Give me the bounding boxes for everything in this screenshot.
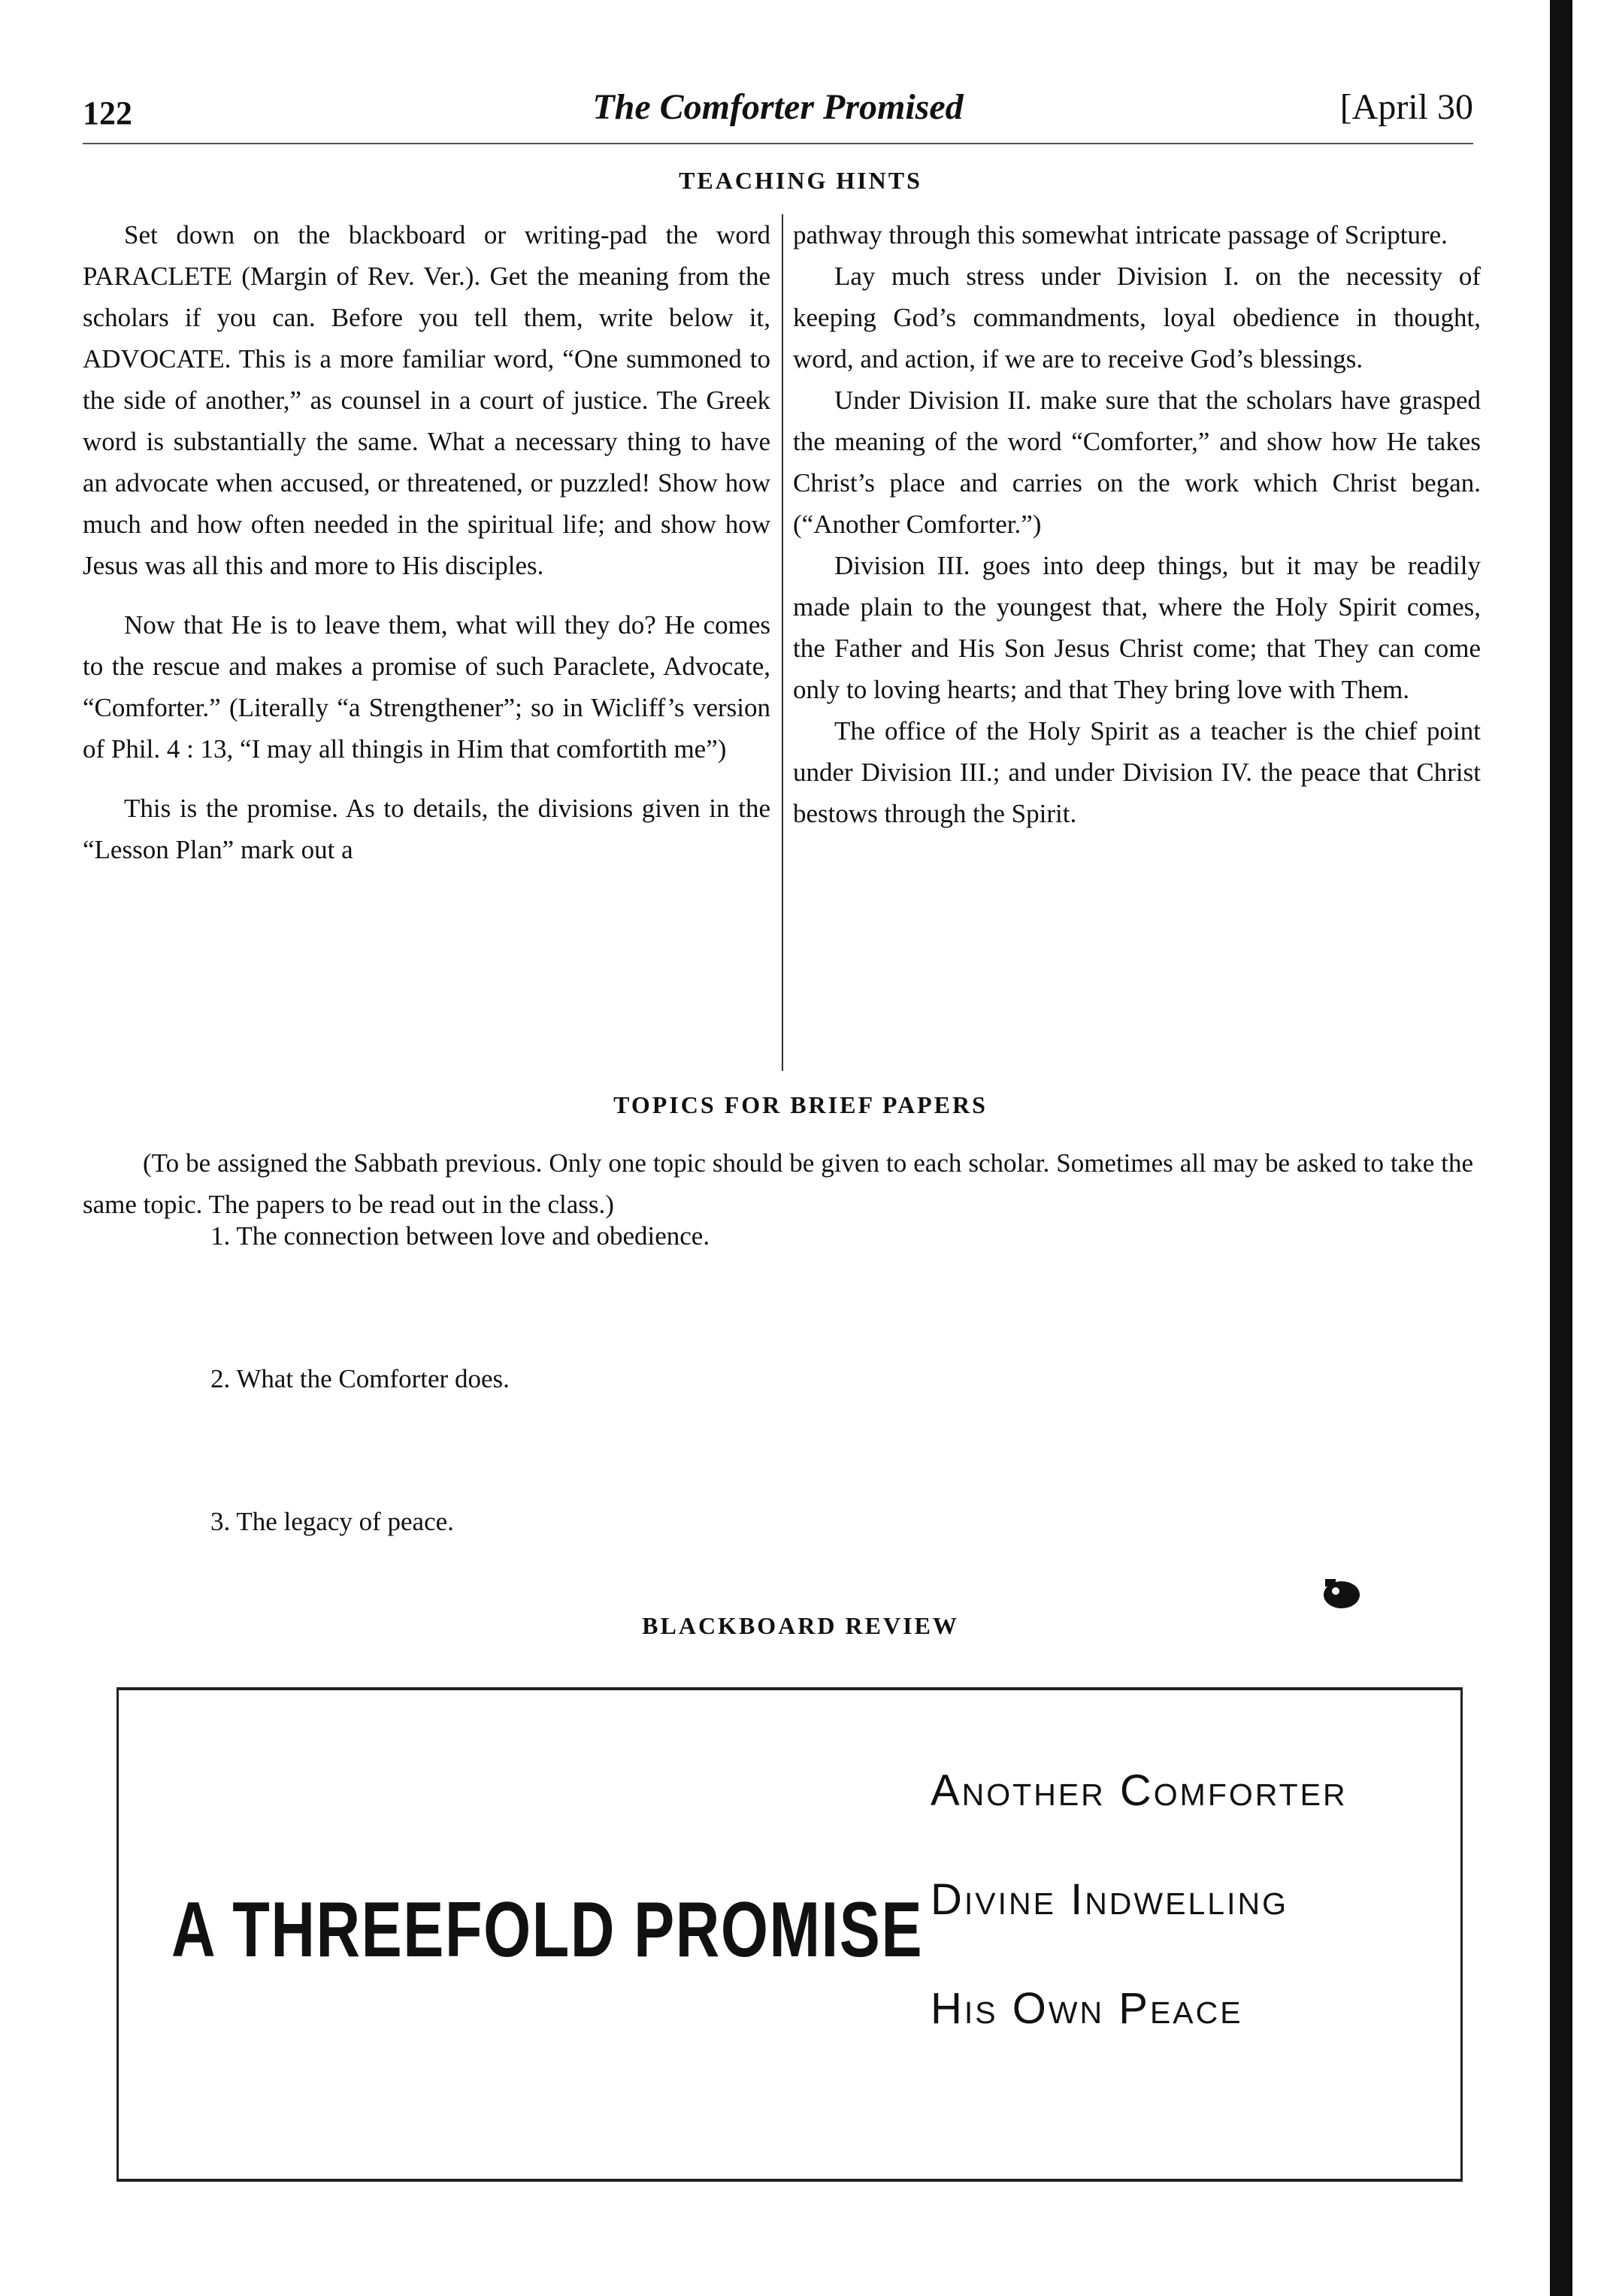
header-rule [83, 143, 1473, 144]
topic-item: 1. The connection between love and obedience. [210, 1221, 710, 1251]
topics-heading: TOPICS FOR BRIEF PAPERS [613, 1091, 988, 1118]
hint-paragraph: Now that He is to leave them, what will they do? He comes to the rescue and makes a promise of such Paraclete, Advocate, “Comforter.” (Literally “a Strengthener”; so in Wicliff’s version of Phil. 4 : 13, “I may all thingis in Him that comfortith me”) [83, 610, 770, 764]
issue-date: [April 30 [1339, 87, 1473, 127]
journal-title: The Comforter Promised [592, 87, 964, 127]
topics-note: (To be assigned the Sabbath previous. Only one topic should be given to each scholar. Sometimes all may be asked to take the same topic. The papers to be read out in the class.) [83, 1148, 1473, 1219]
scan-edge-bar [1550, 0, 1572, 2296]
teaching-hints-heading: TEACHING HINTS [679, 167, 922, 194]
left-column [83, 214, 770, 870]
blackboard-item: Divine Indwelling [931, 1875, 1288, 1924]
page-number: 122 [83, 95, 132, 132]
blackboard-heading: BLACKBOARD REVIEW [642, 1612, 959, 1639]
topic-item: 2. What the Comforter does. [210, 1364, 510, 1393]
blackboard-list [931, 1765, 1348, 2092]
hint-paragraph: This is the promise. As to details, the divisions given in the “Lesson Plan” mark out a [83, 794, 770, 864]
topic-item: 3. The legacy of peace. [210, 1507, 454, 1536]
blackboard-title: A THREEFOLD PROMISE [171, 1886, 924, 1974]
blackboard-item: Another Comforter [931, 1766, 1348, 1815]
right-column [793, 214, 1481, 834]
blackboard-item: His Own Peace [931, 1984, 1243, 2033]
ornament-icon [1319, 1575, 1364, 1612]
hint-paragraph: Division III. goes into deep things, but it may be readily made plain to the youngest that, where the Holy Spirit comes, the Father and His Son Jesus Christ come; that They can come only to loving hearts; and that They bring love with Them. [793, 551, 1481, 704]
hint-paragraph: Set down on the blackboard or writing-pad the word PARACLETE (Margin of Rev. Ver.). Get the meaning from the scholars if you can. Before you tell them, write below it, ADVOCATE. This is a more familiar word, “One summoned to the side of another,” as counsel in a court of justice. The Greek word is substantially the same. What a necessary thing to have an advocate when accused, or threatened, or puzzled! Show how much and how often needed in the spiritual life; and show how Jesus was all this and more to His disciples. [83, 220, 770, 580]
column-divider [782, 214, 783, 1071]
hint-paragraph: pathway through this somewhat intricate passage of Scripture. [793, 220, 1448, 250]
blackboard-frame [117, 1687, 1463, 2182]
hint-paragraph: Lay much stress under Division I. on the necessity of keeping God’s commandments, loyal obedience in thought, word, and action, if we are to receive God’s blessings. [793, 262, 1481, 374]
hint-paragraph: The office of the Holy Spirit as a teacher is the chief point under Division III.; and under Division IV. the peace that Christ bestows through the Spirit. [793, 716, 1481, 828]
hint-paragraph: Under Division II. make sure that the scholars have grasped the meaning of the word “Comforter,” and show how He takes Christ’s place and carries on the work which Christ began. (“Another Comforter.”) [793, 386, 1481, 539]
running-head [83, 86, 1473, 139]
